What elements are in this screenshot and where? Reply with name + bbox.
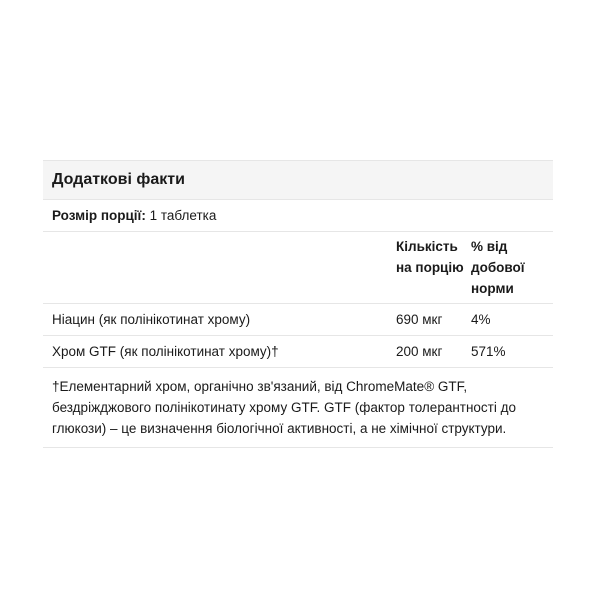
column-header-name [43, 236, 388, 303]
nutrient-name: Хром GTF (як полінікотинат хрому)† [52, 344, 279, 359]
serving-size-label: Розмір порції: [52, 208, 146, 223]
nutrient-amount: 200 мкг [396, 344, 443, 359]
nutrient-daily-value: 571% [471, 344, 506, 359]
supplement-facts-panel [43, 160, 553, 448]
footnote: †Елементарний хром, органічно зв'язаний, від ChromeMate® GTF, бездріжджового полінікотинату хрому GTF. GTF (фактор толерантності до глюкози) – це визначення біологічної активності, а не хімічної структури. [43, 368, 553, 448]
column-header-row [43, 232, 553, 304]
column-header-daily-value: % від добової норми [471, 239, 525, 296]
nutrient-daily-value: 4% [471, 312, 491, 327]
column-header-amount: Кількість на порцію [396, 239, 464, 275]
nutrient-amount: 690 мкг [396, 312, 443, 327]
nutrient-row [43, 336, 553, 368]
serving-size-value: 1 таблетка [145, 208, 217, 223]
nutrient-row [43, 304, 553, 336]
supplement-facts-title: Додаткові факти [43, 160, 553, 200]
nutrient-name: Ніацин (як полінікотинат хрому) [52, 312, 251, 327]
serving-size-row [43, 200, 553, 232]
